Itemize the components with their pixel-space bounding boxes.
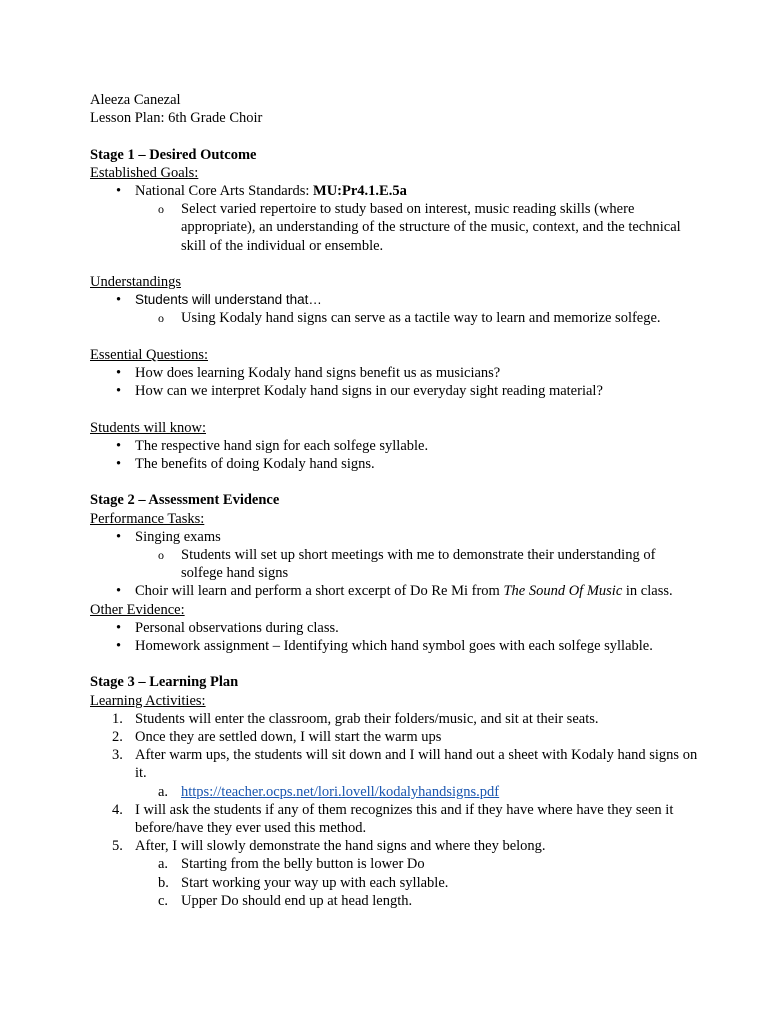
stage2-heading: Stage 2 – Assessment Evidence	[90, 492, 280, 509]
goals-label: Established Goals:	[90, 164, 199, 181]
list-item	[90, 309, 700, 327]
list-item	[90, 801, 700, 837]
list-item	[90, 200, 700, 255]
questions-label: Essential Questions:	[90, 346, 209, 363]
activity-text: After, I will slowly demonstrate the hand signs and where they belong.	[135, 838, 546, 855]
tasks-label: Performance Tasks:	[90, 510, 205, 527]
sub-bullet-marker: o	[158, 311, 164, 326]
bullet-marker: •	[116, 456, 122, 472]
list-item	[90, 892, 700, 910]
activity-text: After warm ups, the students will sit down and I will hand out a sheet with Kodaly hand signs on it.	[135, 747, 698, 782]
list-item	[90, 855, 700, 873]
bullet-marker: •	[116, 183, 122, 199]
know-text: The respective hand sign for each solfege syllable.	[135, 437, 429, 454]
list-item	[90, 182, 700, 200]
list-item	[90, 364, 700, 382]
number-marker: 5.	[112, 838, 123, 855]
stage3-heading: Stage 3 – Learning Plan	[90, 674, 239, 691]
activity-subtext: Upper Do should end up at head length.	[181, 892, 413, 909]
know-label: Students will know:	[90, 419, 207, 436]
number-marker: 2.	[112, 729, 123, 746]
bullet-marker: •	[116, 619, 122, 636]
activity-text: I will ask the students if any of them recognizes this and if they have where have they seen it before/have they ever used this method.	[135, 801, 674, 837]
task-text-pre: Choir will learn and perform a short excerpt of Do Re Mi from	[135, 583, 504, 600]
list-item	[90, 728, 700, 746]
understandings-label: Understandings	[90, 274, 182, 290]
list-item	[90, 746, 700, 782]
goal-detail: Select varied repertoire to study based on interest, music reading skills (where appropriate), an understanding of the structure of the music, context, and the technical skill of the individual or ensemble.	[181, 201, 681, 254]
bullet-marker: •	[116, 583, 122, 600]
letter-marker: a.	[158, 783, 169, 800]
list-item	[90, 637, 700, 655]
other-evidence-label: Other Evidence:	[90, 601, 185, 618]
list-item	[90, 874, 700, 892]
number-marker: 1.	[112, 710, 123, 727]
list-item	[90, 455, 700, 473]
document-title: Lesson Plan: 6th Grade Choir	[90, 110, 263, 127]
list-item	[90, 710, 700, 728]
activity-subtext: Starting from the belly button is lower Do	[181, 856, 425, 873]
musical-title: The Sound Of Music	[503, 583, 623, 600]
list-item	[90, 783, 700, 801]
list-item	[90, 291, 700, 309]
sub-bullet-marker: o	[158, 548, 164, 562]
list-item	[90, 582, 700, 600]
understand-detail: Using Kodaly hand signs can serve as a tactile way to learn and memorize solfege.	[181, 310, 661, 327]
number-marker: 3.	[112, 747, 123, 764]
goal-prefix: National Core Arts Standards:	[135, 183, 314, 199]
hand-signs-pdf-link[interactable]: https://teacher.ocps.net/lori.lovell/kodalyhandsigns.pdf	[181, 783, 500, 800]
stage1-heading: Stage 1 – Desired Outcome	[90, 146, 257, 163]
list-item	[90, 528, 700, 546]
letter-marker: c.	[158, 892, 169, 909]
question-text: How does learning Kodaly hand signs benefit us as musicians?	[135, 365, 501, 381]
standard-code: MU:Pr4.1.E.5a	[313, 183, 407, 199]
author-name: Aleeza Canezal	[90, 92, 181, 108]
lesson-plan-body	[90, 91, 700, 910]
bullet-marker: •	[116, 292, 122, 309]
evidence-text: Personal observations during class.	[135, 619, 339, 636]
bullet-marker: •	[116, 528, 122, 545]
list-item	[90, 619, 700, 637]
letter-marker: b.	[158, 874, 169, 891]
task-detail: Students will set up short meetings with me to demonstrate their understanding of solfege hand signs	[181, 547, 656, 582]
bullet-marker: •	[116, 365, 122, 381]
bullet-marker: •	[116, 383, 122, 400]
activity-subtext: Start working your way up with each syllable.	[181, 874, 449, 891]
bullet-marker: •	[116, 638, 122, 655]
sub-bullet-marker: o	[158, 202, 164, 217]
understand-intro: Students will understand that…	[135, 292, 322, 308]
know-text: The benefits of doing Kodaly hand signs.	[135, 456, 375, 472]
question-text: How can we interpret Kodaly hand signs in our everyday sight reading material?	[135, 383, 603, 400]
number-marker: 4.	[112, 801, 123, 818]
list-item	[90, 546, 700, 582]
list-item	[90, 837, 700, 855]
activity-text: Students will enter the classroom, grab their folders/music, and sit at their seats.	[135, 710, 599, 727]
activity-text: Once they are settled down, I will start the warm ups	[135, 729, 442, 746]
list-item	[90, 382, 700, 400]
bullet-marker: •	[116, 437, 122, 454]
task-text: Singing exams	[135, 528, 221, 545]
list-item	[90, 437, 700, 455]
evidence-text: Homework assignment – Identifying which hand symbol goes with each solfege syllable.	[135, 638, 653, 655]
letter-marker: a.	[158, 856, 169, 873]
task-text-post: in class.	[622, 583, 673, 600]
activities-label: Learning Activities:	[90, 692, 206, 709]
